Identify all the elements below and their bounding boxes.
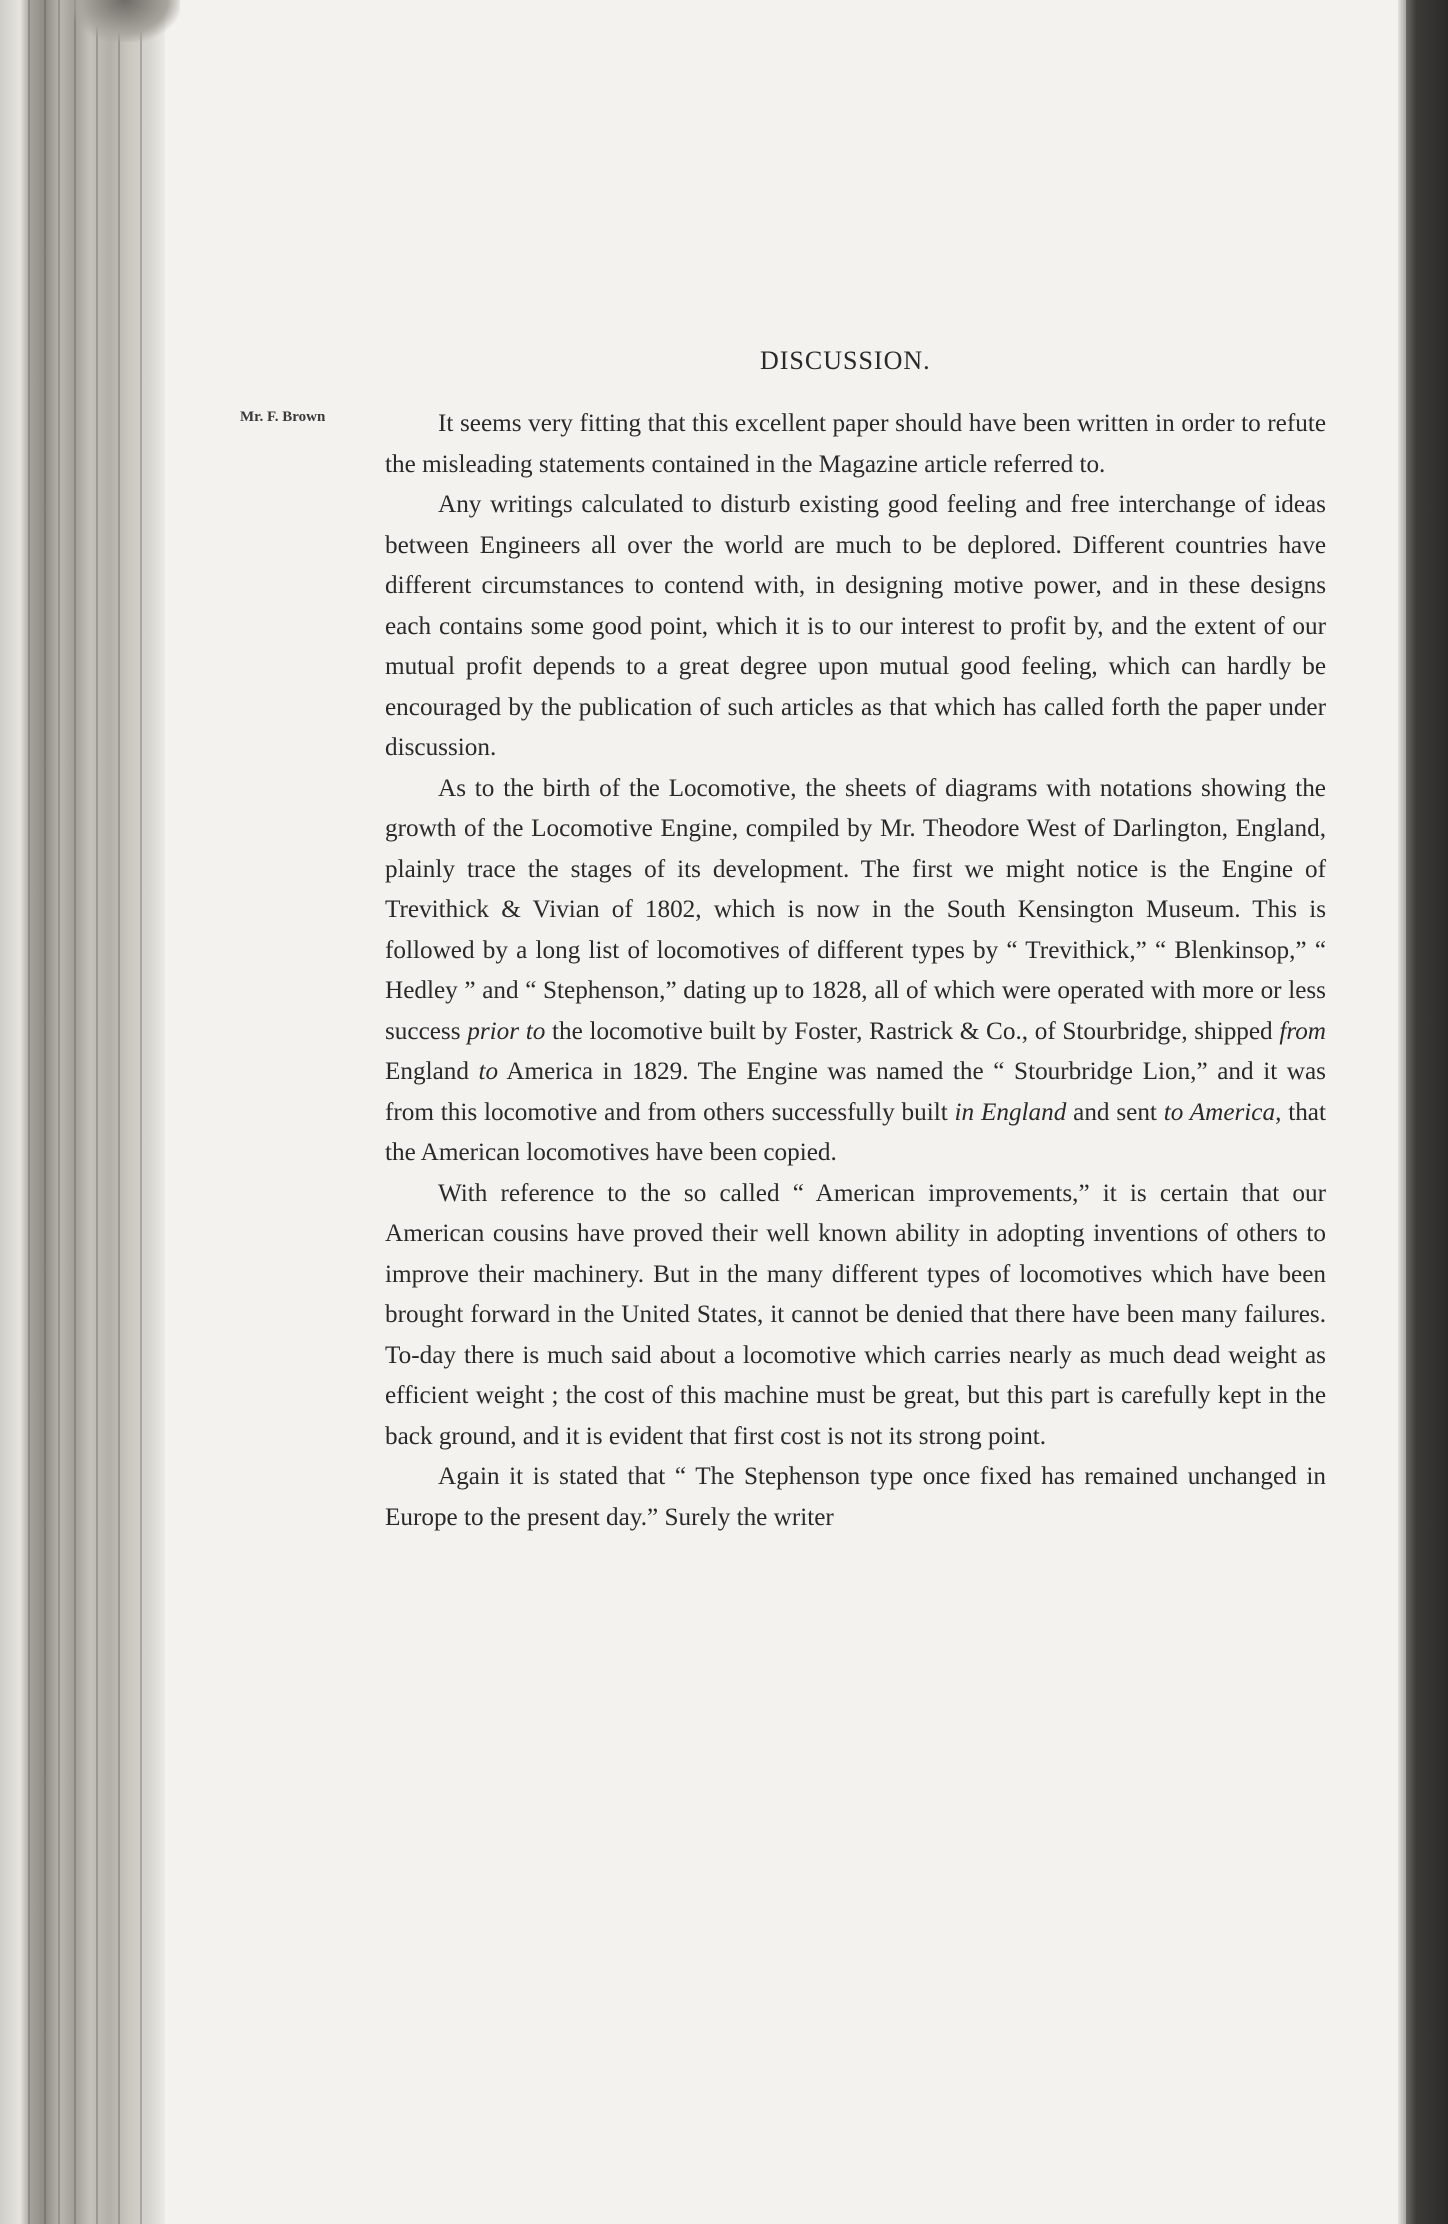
italic-text: from xyxy=(1279,1017,1326,1045)
page-corner-shadow xyxy=(70,0,180,42)
italic-text: to xyxy=(478,1058,499,1085)
paragraph-text: With reference to the so called “ American improvements,” it is certain that our American cousins have proved their well known ability in adopting inventions of others to improve their machinery. But in the many different types of locomotives which have been brought forward in the United States, it cannot be denied that there have been many failures. To-day there is much said about a locomotive which carries nearly as much dead weight as efficient weight ; the cost of this machine must be great, but this part is carefully kept in the back ground, and it is evident that first cost is not its strong point. xyxy=(385,1179,1326,1450)
page-right-margin-shadow xyxy=(1398,0,1406,2224)
paragraph-text: It seems very fitting that this excellent paper should have been written in order to refute the misleading statements contained in the Magazine article referred to. xyxy=(385,410,1326,478)
section-title: DISCUSSION. xyxy=(760,346,931,375)
paragraph-text: Any writings calculated to disturb existing good feeling and free interchange of ideas between Engineers all over the world are much to be deplored. Different countries have different circumstances to contend with, in designing motive power, and in these designs each contains some good point, which it is to our interest to profit by, and the extent of our mutual profit depends to a great degree upon mutual good feeling, which can hardly be encouraged by the publication of such articles as that which has called forth the paper under discussion. xyxy=(385,491,1326,761)
paragraph-text: Again it is stated that “ The Stephenson type once fixed has remained unchanged in Europe to the present day.” Surely the writer xyxy=(385,1463,1326,1531)
paragraph xyxy=(385,769,1326,1174)
speaker-margin-note: Mr. F. Brown xyxy=(240,409,326,425)
italic-text: to America, xyxy=(1163,1098,1282,1126)
paragraph xyxy=(385,404,1326,485)
paragraph xyxy=(385,485,1326,769)
paragraph xyxy=(385,1457,1326,1538)
paragraph xyxy=(385,1174,1326,1458)
discussion-body xyxy=(385,404,1326,1538)
book-page-edge xyxy=(0,0,165,2224)
paragraph-text: America in 1829. The Engine was named the “ Stourbridge Lion,” and it was from this locomotive and from others successfully built xyxy=(385,1058,1326,1126)
paragraph-text: the locomotive built by Foster, Rastrick & Co., of Stourbridge, shipped xyxy=(545,1017,1280,1045)
paragraph-text: As to the birth of the Locomotive, the sheets of diagrams with notations showing the growth of the Locomotive Engine, compiled by Mr. Theodore West of Darlington, England, plainly trace the stages of its development. The first we might notice is the Engine of Trevithick & Vivian of 1802, which is now in the South Kensington Museum. This is followed by a long list of locomotives of different types by “ Trevithick,” “ Blenkinsop,” “ Hedley ” and “ Stephenson,” dating up to 1828, all of which were operated with more or less success xyxy=(385,774,1326,1045)
italic-text: in England xyxy=(954,1098,1067,1126)
book-cover-edge xyxy=(1406,0,1448,2224)
paragraph-text: England xyxy=(385,1058,479,1085)
paragraph-text: that the American locomotives have been copied. xyxy=(385,1098,1326,1166)
italic-text: prior to xyxy=(467,1017,546,1045)
paragraph-text: and sent xyxy=(1066,1098,1164,1126)
